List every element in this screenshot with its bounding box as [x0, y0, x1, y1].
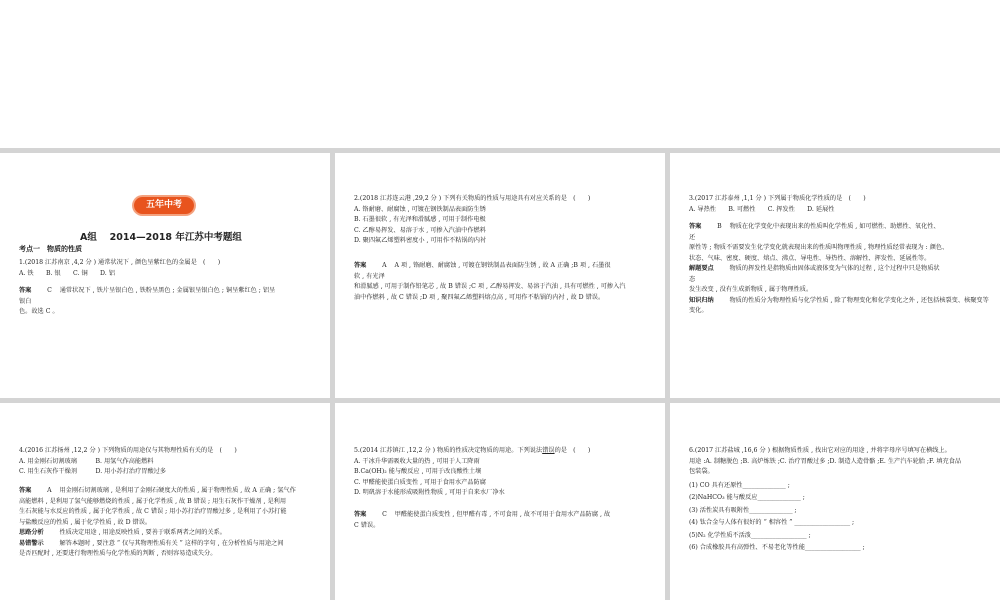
answer-explanation-3: 原性等 ; 物质不需要发生化学变化就表现出来的性质叫物理性质 , 物理性质经常表现为 : 颜色、 [689, 244, 949, 251]
question-2: 2.(2018 江苏连云港 ,29,2 分 ) 下列有关物质的性质与用途具有对应关系的是 ( ) [354, 195, 591, 202]
option-b: B.Ca(OH)₂ 能与酸反应 , 可用于改良酸性土壤 [354, 468, 482, 475]
question-6: 6.(2017 江苏盐城 ,16,6 分 ) 根据物质性质 , 找出它对应的用途 , 并将字母序号填写在横线上。 [689, 447, 951, 454]
answer-label: 答案 [354, 511, 367, 518]
answer-explanation: 通常状况下 , 铁片呈银白色 , 铁粉呈黑色 ; 金属银呈银白色 ; 铜呈紫红色 ; 铝呈 [59, 287, 276, 294]
answer-label: 答案 [354, 262, 367, 269]
answer-letter: A [47, 487, 52, 494]
knowledge-text: 物质的性质分为物理性质与化学性质 , 除了物理变化和化学变化之外 , 还包括核裂变、核聚变等 [729, 296, 989, 304]
blank-3: (3) 活性炭具有吸附性______________ ; [689, 506, 797, 514]
tip-text: 物质的挥发性是指物质由固体或液体变为气体的过程 , 这个过程中只是物质状 [729, 265, 940, 272]
answer-explanation: 物质在化学变化中表现出来的性质叫化学性质 , 如可燃性、助燃性、氧化性、 [729, 223, 940, 230]
section-title: 考点一 物质的性质 [19, 245, 82, 253]
answer-explanation: 甲醛能使蛋白质变性 , 但甲醛有毒 , 不可食用 , 故不可用于食用水产品防腐 , 故 [394, 511, 611, 518]
blank-2: (2)NaHCO₃ 能与酸反应______________ ; [689, 494, 805, 501]
group-title: A组 2014—2018 年江苏中考题组 [80, 232, 242, 243]
option-a: A. 铬耐磨、耐腐蚀 , 可镀在钢铁制品表面防生锈 [354, 205, 486, 213]
analysis-label: 思路分析 [19, 529, 44, 536]
question-5 [354, 446, 590, 457]
question-5-prefix: 5.(2014 江苏镇江 ,12,2 分 ) 物质的性质决定物质的用途。下列说法 [354, 447, 543, 454]
answer-label: 答案 [689, 223, 702, 230]
answer-explanation: 用金刚石切割玻璃 , 是利用了金刚石硬度大的性质 , 属于物理性质 , 故 A 正确 ; 氢气作 [59, 487, 296, 494]
answer-label: 答案 [19, 487, 32, 494]
blank-6: (6) 合成橡胶具有高弹性、不易老化等性能__________________ ; [689, 544, 865, 551]
answer-explanation-2: C 错误。 [354, 521, 380, 529]
option-a: A. 干冰升华需吸收大量的热 , 可用于人工降雨 [354, 457, 480, 465]
answer-letter: A [382, 262, 387, 269]
mistake-text: 解答本题时 , 要注意 “ 仅与其物理性质有关 ” 这样的字句 , 在分析性质与用途之间 [59, 539, 284, 547]
answer-explanation-3: 色。故选 C 。 [19, 308, 59, 315]
option-c: C. 乙醇易挥发、易溶于水 , 可掺入汽油中作燃料 [354, 226, 486, 234]
tip-label: 解题要点 [689, 265, 714, 272]
option-d: D. 聚四氟乙烯塑料密度小 , 可用作不粘锅的内衬 [354, 237, 487, 244]
tip-text-3: 发生改变 , 没有生成新物质 , 属于物理性质。 [689, 286, 813, 293]
page-panel-5 [335, 403, 665, 600]
tip-text-2: 态 [689, 275, 696, 283]
answer-explanation-3: 生石灰能与水反应的性质 , 属于化学性质 , 故 C 错误 ; 用小苏打治疗胃酸过多 , 是利用了小苏打能 [19, 508, 287, 515]
answer-label: 答案 [19, 287, 32, 294]
answer-explanation-2: 还 [689, 233, 696, 241]
option-d: D. 明矾溶于水能形成吸附性物质 , 可用于自来水厂净水 [354, 489, 505, 496]
question-5-suffix: 的是 ( ) [554, 447, 591, 454]
uses-line-2: 包装袋。 [689, 468, 714, 475]
answer-explanation: A 项 , 铬耐磨、耐腐蚀 , 可镀在钢铁制品表面防生锈 , 故 A 正确 ;B 项 , 石墨很 [394, 262, 611, 269]
question-4: 4.(2016 江苏扬州 ,12,2 分 ) 下列物质的用途仅与其物理性质有关的是 ( ) [19, 447, 237, 454]
answer-explanation-4: 油中作燃料 , 故 C 错误 ;D 项 , 聚四氟乙烯塑料熔点高 , 可用作不粘锅的内衬 , 故 D 错误。 [354, 293, 605, 301]
blank-4: (4) 钛合金与人体有很好的 “ 相容性 ” __________________ ; [689, 519, 855, 526]
answer-explanation-3: 和滑腻感 , 可用于制作铅笔芯 , 故 B 错误 ;C 项 , 乙醇易挥发、易溶于汽油 , 具有可燃性 , 可掺入汽 [354, 283, 626, 290]
options-ab: A. 用金刚石切割玻璃 B. 用氢气作高能燃料 [19, 457, 154, 465]
blank-5: (5)N₂ 化学性质不活泼__________________ ; [689, 531, 811, 539]
mistake-text-2: 是否匹配时 , 还要进行物理性质与化学性质的判断 , 否则容易造成失分。 [19, 550, 217, 557]
options-cd: C. 用生石灰作干燥剂 D. 用小苏打治疗胃酸过多 [19, 468, 167, 475]
five-year-exam-badge: 五年中考 [134, 197, 194, 214]
answer-explanation-2: 高能燃料 , 是利用了氢气能够燃烧的性质 , 属于化学性质 , 故 B 错误 ; 用生石灰作干燥剂 , 是利用 [19, 497, 287, 505]
answer-explanation-2: 银白 [19, 297, 32, 305]
knowledge-label: 知识归纳 [689, 296, 714, 304]
answer-explanation-2: 软 , 有光泽 [354, 272, 385, 280]
option-b: B. 石墨很软 , 有光泽和滑腻感 , 可用于制作电极 [354, 216, 486, 223]
knowledge-text-2: 变化。 [689, 307, 708, 314]
answer-letter: C [382, 511, 387, 518]
answer-letter: C [47, 287, 52, 294]
mistake-label: 易错警示 [19, 539, 44, 547]
blank-page-top [0, 0, 1000, 148]
blank-1: (1) CO 具有还原性______________ ; [689, 481, 790, 489]
uses-line-1: 用途 :A. 制糖脱色 ;B. 高炉炼铁 ;C. 治疗胃酸过多 ;D. 制造人造骨骼 ;E. 生产汽车轮胎 ;F. 填充食品 [689, 457, 962, 465]
analysis-text: 性质决定用途 , 用途反映性质 , 要善于联系两者之间的关系。 [59, 529, 226, 536]
answer-explanation-4: 与盐酸反应的性质 , 属于化学性质 , 故 D 错误。 [19, 518, 152, 526]
question-1: 1.(2018 江苏南京 ,4,2 分 ) 通常状况下 , 颜色呈紫红色的金属是 ( ) [19, 259, 221, 266]
question-3-options: A. 导热性 B. 可燃性 C. 挥发性 D. 延展性 [689, 205, 835, 213]
question-1-options: A. 铁 B. 银 C. 铜 D. 铝 [19, 269, 115, 277]
answer-explanation-4: 状态、气味、密度、硬度、熔点、沸点、导电性、导热性、溶解性、挥发性、延展性等。 [689, 254, 931, 262]
question-5-emphasis: 错误 [542, 447, 555, 454]
question-3: 3.(2017 江苏泰州 ,1,1 分 ) 下列属于物质化学性质的是 ( ) [689, 195, 866, 202]
option-c: C. 甲醛能使蛋白质变性 , 可用于食用水产品防腐 [354, 478, 486, 486]
answer-letter: B [717, 223, 722, 230]
